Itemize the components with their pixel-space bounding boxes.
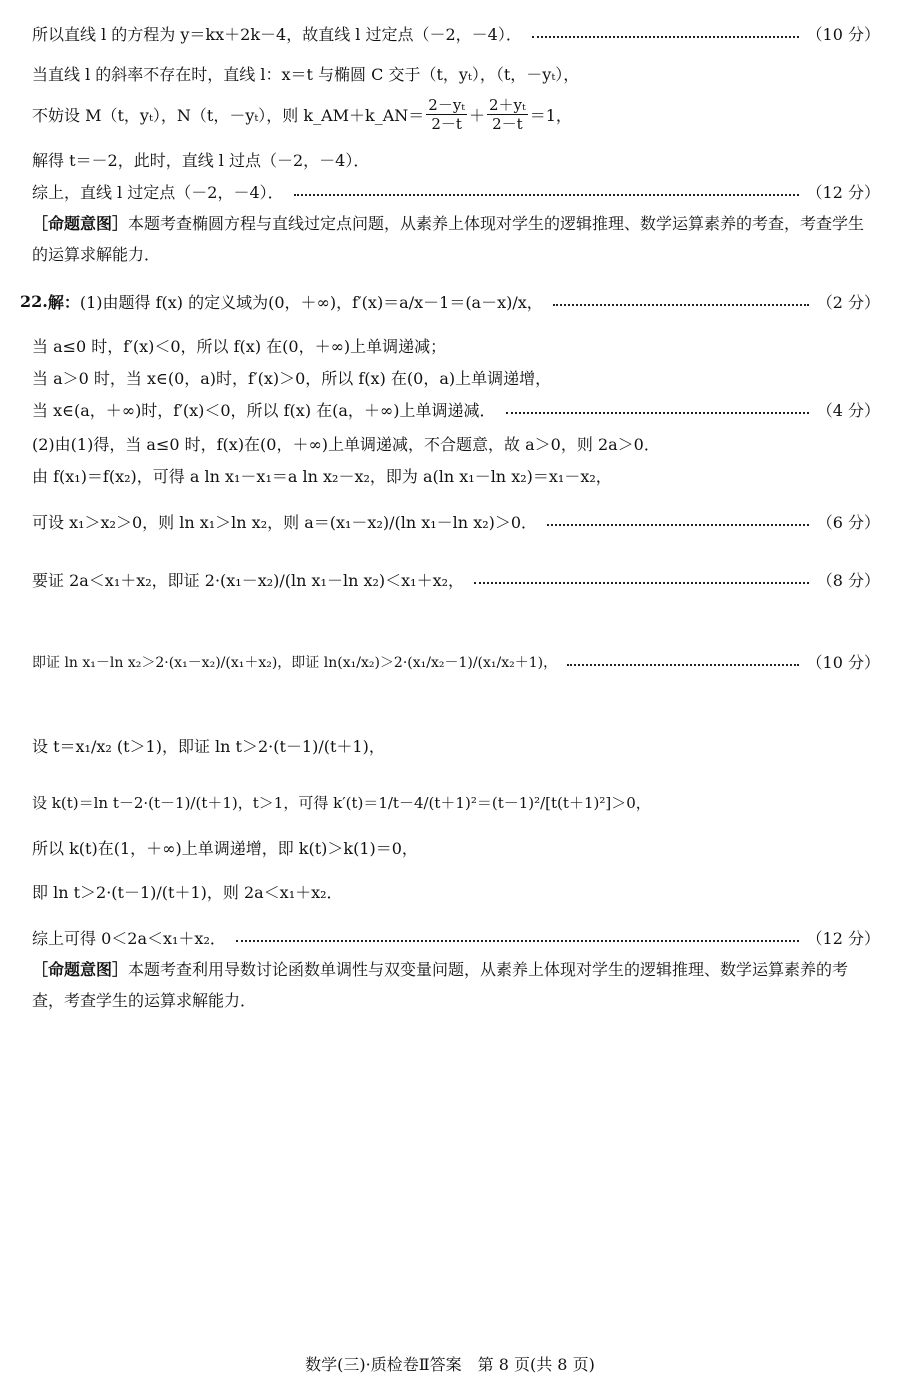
line-5 bbox=[32, 180, 880, 203]
score-label: （2 分） bbox=[816, 293, 880, 312]
q22-l3-text: 当 a＞0 时，当 x∈(0，a)时，f′(x)＞0，所以 f(x) 在(0，a)上单调递增， bbox=[32, 369, 552, 388]
score-label: （10 分） bbox=[806, 653, 880, 672]
fraction bbox=[426, 96, 467, 133]
line-2 bbox=[32, 62, 880, 85]
leader-dots bbox=[547, 524, 809, 526]
leader-dots bbox=[236, 940, 799, 942]
score-label: （6 分） bbox=[816, 513, 880, 532]
q22-line-10 bbox=[32, 734, 880, 757]
leader-dots bbox=[294, 194, 799, 196]
q22-line-13 bbox=[32, 880, 880, 903]
intent-block-1 bbox=[32, 208, 880, 270]
q22-l8-text: 要证 2a＜x₁＋x₂，即证 2·(x₁－x₂)/(ln x₁－ln x₂)＜x₁＋x₂， bbox=[32, 571, 465, 590]
q22-line-7 bbox=[32, 510, 880, 533]
solution-label: 解： bbox=[47, 293, 80, 312]
q22-l9-text: 即证 ln x₁－ln x₂＞2·(x₁－x₂)/(x₁＋x₂)，即证 ln(x₁/x₂)＞2·(x₁/x₂－1)/(x₁/x₂＋1)， bbox=[32, 654, 558, 671]
score-label: （4 分） bbox=[816, 401, 880, 420]
q22-l7-text: 可设 x₁＞x₂＞0，则 ln x₁＞ln x₂，则 a＝(x₁－x₂)/(ln x₁－ln x₂)＞0． bbox=[32, 513, 538, 532]
q22-line-4 bbox=[32, 398, 880, 421]
line-1 bbox=[32, 22, 880, 45]
leader-dots bbox=[506, 412, 809, 414]
intent-body: 本题考查椭圆方程与直线过定点问题，从素养上体现对学生的逻辑推理、数学运算素养的考查，考查学生的运算求解能力． bbox=[32, 214, 865, 264]
score-label: （12 分） bbox=[806, 929, 880, 948]
line-3-text: 不妨设 M（t，yₜ），N（t，－yₜ），则 k_AM＋k_AN＝ bbox=[32, 106, 425, 125]
plus-sign: ＋ bbox=[469, 106, 486, 125]
q22-line-6 bbox=[32, 464, 880, 487]
q22-l13-text: 即 ln t＞2·(t－1)/(t＋1)，则 2a＜x₁＋x₂． bbox=[32, 883, 343, 902]
line-1-text: 所以直线 l 的方程为 y＝kx＋2k－4，故直线 l 过定点（－2，－4）． bbox=[32, 25, 522, 44]
line-4-text: 解得 t＝－2，此时，直线 l 过点（－2，－4）． bbox=[32, 151, 370, 170]
leader-dots bbox=[567, 664, 798, 666]
line-2-text: 当直线 l 的斜率不存在时，直线 l：x＝t 与椭圆 C 交于（t，yₜ），（t，－yₜ）， bbox=[32, 65, 580, 84]
leader-dots bbox=[532, 36, 799, 38]
q22-l12-text: 所以 k(t)在(1，＋∞)上单调递增，即 k(t)＞k(1)＝0， bbox=[32, 839, 418, 858]
q22-line-11 bbox=[32, 792, 880, 813]
q22-l5-text: (2)由(1)得，当 a≤0 时，f(x)在(0，＋∞)上单调递减，不合题意，故 a＞0，则 2a＞0． bbox=[32, 435, 660, 454]
q22-line-9 bbox=[32, 650, 880, 673]
line-3 bbox=[32, 96, 880, 133]
intent-body: 本题考查利用导数讨论函数单调性与双变量问题，从素养上体现对学生的逻辑推理、数学运算素养的考查，考查学生的运算求解能力． bbox=[32, 960, 849, 1010]
line-3-tail: ＝1， bbox=[529, 106, 572, 125]
q22-line-8 bbox=[32, 568, 880, 591]
leader-dots bbox=[553, 304, 809, 306]
line-5-text: 综上，直线 l 过定点（－2，－4）． bbox=[32, 183, 284, 202]
q22-line-14 bbox=[32, 926, 880, 949]
q22-l4-text: 当 x∈(a，＋∞)时，f′(x)＜0，所以 f(x) 在(a，＋∞)上单调递减． bbox=[32, 401, 496, 420]
q22-line-2 bbox=[32, 334, 880, 357]
intent-block-2 bbox=[32, 954, 880, 1016]
numerator: 2＋yₜ bbox=[489, 96, 526, 114]
q22-l2-text: 当 a≤0 时，f′(x)＜0，所以 f(x) 在(0，＋∞)上单调递减； bbox=[32, 337, 447, 356]
q22-line-5 bbox=[32, 432, 880, 455]
q22-l1-text: (1)由题得 f(x) 的定义域为(0，＋∞)，f′(x)＝a/x－1＝(a－x)/x， bbox=[79, 293, 543, 312]
score-label: （12 分） bbox=[806, 183, 880, 202]
q22-line-1 bbox=[20, 290, 880, 313]
question-number: 22. bbox=[20, 292, 48, 311]
intent-tag: ［命题意图］ bbox=[32, 960, 129, 979]
score-label: （8 分） bbox=[816, 571, 880, 590]
q22-line-12 bbox=[32, 836, 880, 859]
q22-l10-text: 设 t＝x₁/x₂ (t＞1)，即证 ln t＞2·(t－1)/(t＋1)， bbox=[32, 737, 385, 756]
fraction bbox=[487, 96, 528, 133]
page-footer: 数学(三)·质检卷Ⅱ答案 第 8 页(共 8 页) bbox=[305, 1355, 595, 1374]
q22-l6-text: 由 f(x₁)＝f(x₂)，可得 a ln x₁－x₁＝a ln x₂－x₂，即为 a(ln x₁－ln x₂)＝x₁－x₂， bbox=[32, 467, 612, 486]
score-label: （10 分） bbox=[806, 25, 880, 44]
line-4 bbox=[32, 148, 880, 171]
q22-line-3 bbox=[32, 366, 880, 389]
numerator: 2－yₜ bbox=[428, 96, 465, 114]
q22-l14-text: 综上可得 0＜2a＜x₁＋x₂． bbox=[32, 929, 226, 948]
q22-l11-text: 设 k(t)＝ln t－2·(t－1)/(t＋1)，t＞1，可得 k′(t)＝1/t－4/(t＋1)²＝(t－1)²/[t(t＋1)²]＞0， bbox=[32, 794, 651, 812]
denominator: 2－t bbox=[431, 115, 462, 133]
intent-tag: ［命题意图］ bbox=[32, 214, 129, 233]
denominator: 2－t bbox=[492, 115, 523, 133]
leader-dots bbox=[474, 582, 809, 584]
